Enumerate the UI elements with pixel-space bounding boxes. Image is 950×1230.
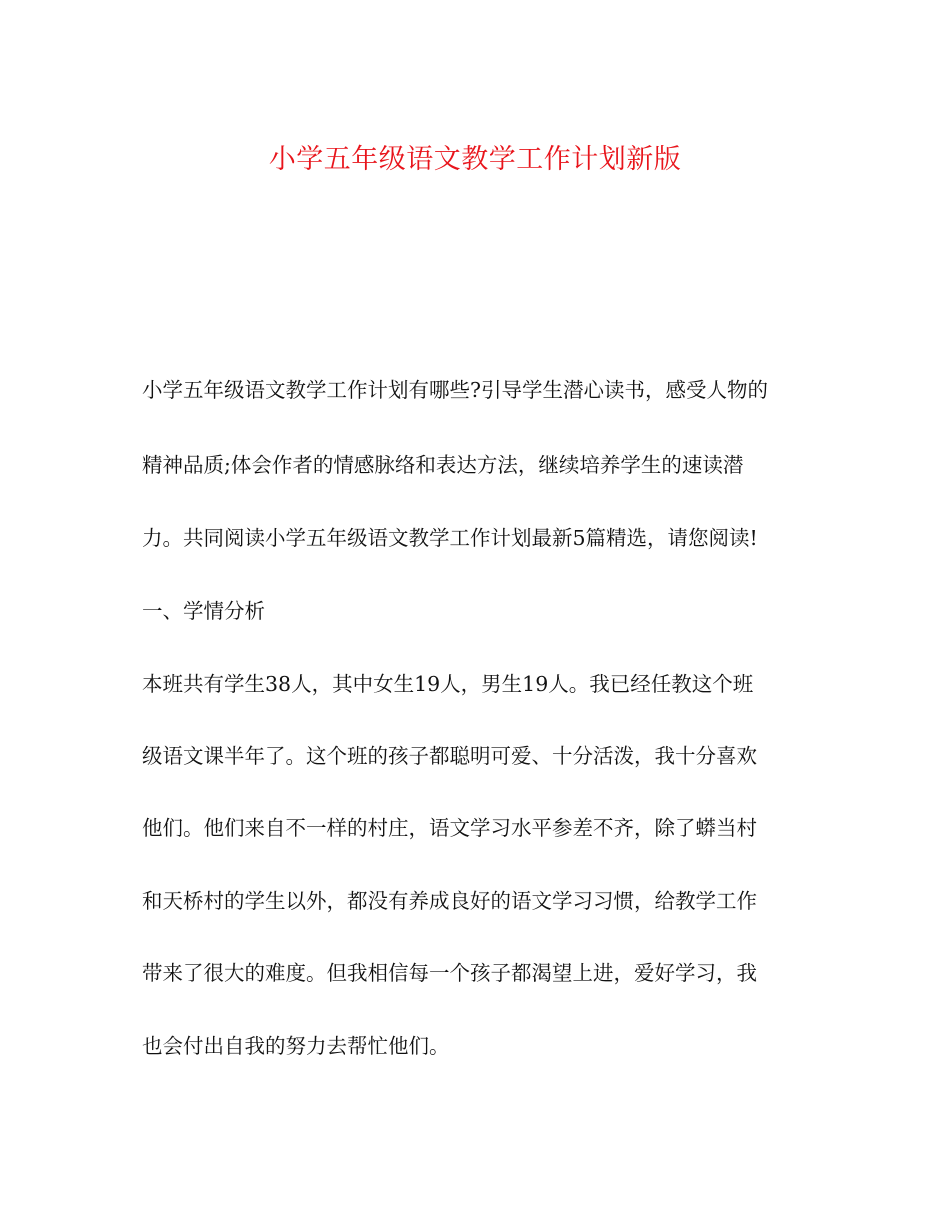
intro-line-2: 精神品质;体会作者的情感脉络和表达方法，继续培养学生的速读潜 (142, 453, 744, 477)
body-line-5: 带来了很大的难度。但我相信每一个孩子都渴望上进，爱好学习，我 (142, 961, 757, 985)
body-line-2: 级语文课半年了。这个班的孩子都聪明可爱、十分活泼，我十分喜欢 (142, 744, 757, 768)
body-line-4: 和天桥村的学生以外，都没有养成良好的语文学习习惯，给教学工作 (142, 889, 757, 913)
body-line-3: 他们。他们来自不一样的村庄，语文学习水平参差不齐，除了蟒当村 (142, 816, 757, 840)
intro-line-3: 力。共同阅读小学五年级语文教学工作计划最新5篇精选，请您阅读! (142, 526, 758, 550)
document-title: 小学五年级语文教学工作计划新版 (268, 144, 682, 175)
body-line-6: 也会付出自我的努力去帮忙他们。 (142, 1034, 450, 1058)
body-line-1: 本班共有学生38人，其中女生19人，男生19人。我已经任教这个班 (142, 672, 754, 696)
intro-line-1: 小学五年级语文教学工作计划有哪些?引导学生潜心读书，感受人物的 (142, 378, 768, 402)
section-heading: 一、学情分析 (142, 599, 265, 623)
